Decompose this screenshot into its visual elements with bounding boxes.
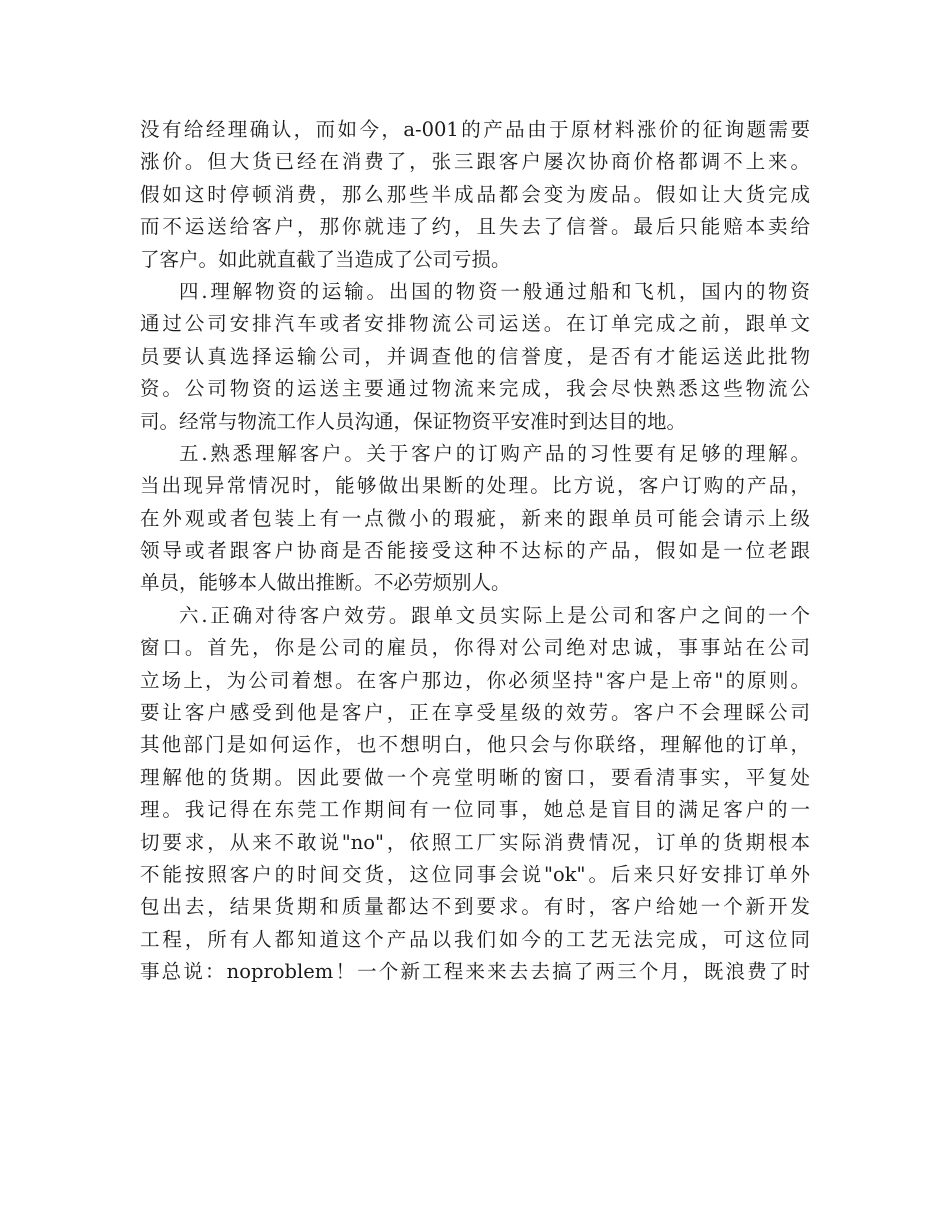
document-line: 没有给经理确认，而如今，a-001的产品由于原材料涨价的征询题需要 bbox=[140, 118, 810, 141]
document-body bbox=[140, 114, 810, 989]
document-line: 四.理解物资的运输。出国的物资一般通过船和飞机，国内的物资 bbox=[179, 279, 810, 303]
document-line: 包出去，结果货期和质量都达不到要求。有时，客户给她一个新开发 bbox=[140, 895, 810, 919]
document-line: 员要认真选择运输公司，并调查他的信誉度，是否有才能运送此批物 bbox=[140, 344, 810, 368]
document-line: 涨价。但大货已经在消费了，张三跟客户屡次协商价格都调不上来。 bbox=[140, 150, 810, 174]
document-line: 而不运送给客户，那你就违了约，且失去了信誉。最后只能赔本卖给 bbox=[140, 215, 810, 239]
document-line: 理解他的货期。因此要做一个亮堂明晰的窗口，要看清事实，平复处 bbox=[140, 765, 810, 789]
document-line: 理。我记得在东莞工作期间有一位同事，她总是盲目的满足客户的一 bbox=[140, 798, 810, 822]
document-line: 当出现异常情况时，能够做出果断的处理。比方说，客户订购的产品， bbox=[140, 474, 810, 498]
document-line: 要让客户感受到他是客户，正在享受星级的效劳。客户不会理睬公司 bbox=[140, 701, 810, 725]
document-line: 司。经常与物流工作人员沟通，保证物资平安准时到达目的地。 bbox=[140, 409, 687, 433]
document-line: 五.熟悉理解客户。关于客户的订购产品的习性要有足够的理解。 bbox=[179, 441, 810, 465]
document-line: 窗口。首先，你是公司的雇员，你得对公司绝对忠诚，事事站在公司 bbox=[140, 636, 810, 660]
document-line: 假如这时停顿消费，那么那些半成品都会变为废品。假如让大货完成 bbox=[140, 182, 810, 206]
document-line: 六.正确对待客户效劳。跟单文员实际上是公司和客户之间的一个 bbox=[179, 603, 810, 627]
document-line: 在外观或者包装上有一点微小的瑕疵，新来的跟单员可能会请示上级 bbox=[140, 506, 810, 530]
document-line: 立场上，为公司着想。在客户那边，你必须坚持"客户是上帝"的原则。 bbox=[140, 668, 810, 692]
document-line: 切要求，从来不敢说"no"，依照工厂实际消费情况，订单的货期根本 bbox=[140, 830, 810, 854]
document-line: 资。公司物资的运送主要通过物流来完成，我会尽快熟悉这些物流公 bbox=[140, 377, 810, 401]
document-line: 不能按照客户的时间交货，这位同事会说"ok"。后来只好安排订单外 bbox=[140, 862, 810, 886]
document-line: 了客户。如此就直截了当造成了公司亏损。 bbox=[140, 247, 511, 271]
document-line: 其他部门是如何运作，也不想明白，他只会与你联络，理解他的订单， bbox=[140, 733, 810, 757]
document-line: 领导或者跟客户协商是否能接受这种不达标的产品，假如是一位老跟 bbox=[140, 539, 810, 563]
document-line: 单员，能够本人做出推断。不必劳烦别人。 bbox=[140, 571, 511, 595]
document-line: 工程，所有人都知道这个产品以我们如今的工艺无法完成，可这位同 bbox=[140, 927, 810, 951]
document-line: 通过公司安排汽车或者安排物流公司运送。在订单完成之前，跟单文 bbox=[140, 312, 810, 336]
document-line: 事总说：noproblem！一个新工程来来去去搞了两三个月，既浪费了时 bbox=[140, 960, 810, 984]
